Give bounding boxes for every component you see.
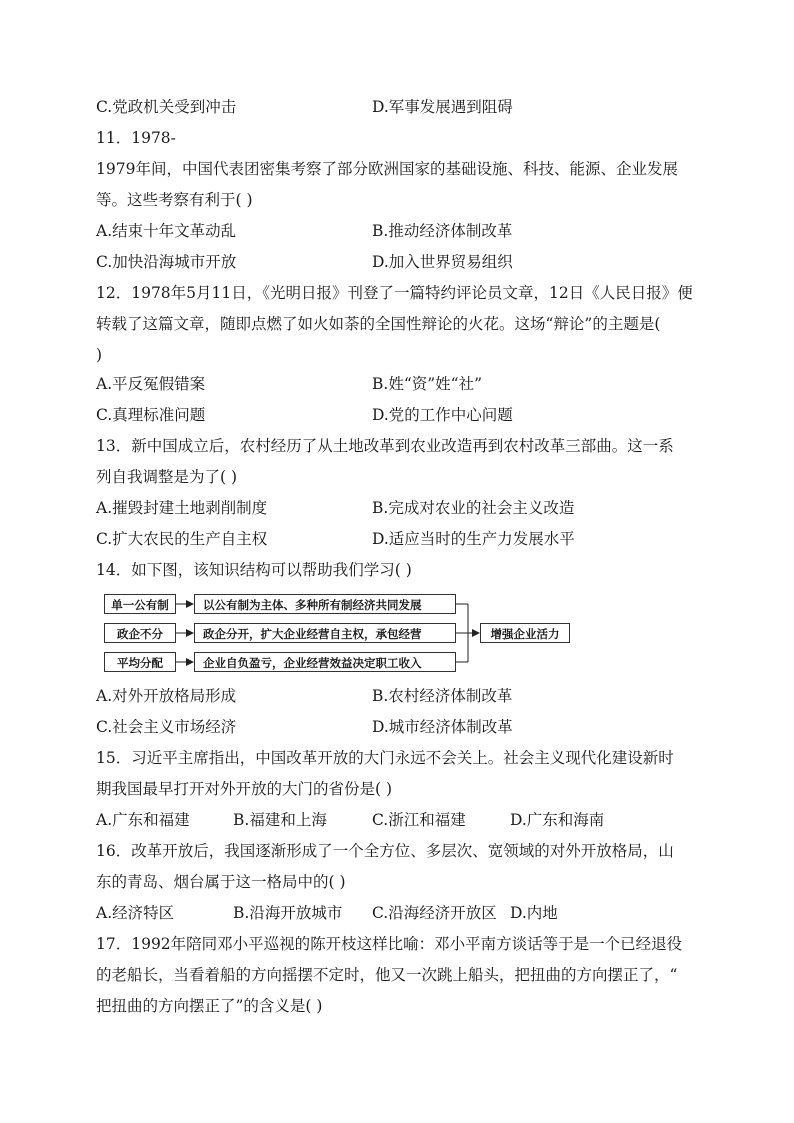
q13-stem-line2: 列自我调整是为了( ) xyxy=(96,468,238,486)
q13-option-c: C.扩大农民的生产自主权 xyxy=(96,530,268,548)
q12-option-a: A.平反冤假错案 xyxy=(96,375,206,393)
diagram-middle-box-2: 政企分开，扩大企业经营自主权，承包经营 xyxy=(194,623,456,643)
q17-stem-line1: 17．1992年陪同邓小平巡视的陈开枝这样比喻：邓小平南方谈话等于是一个已经退役 xyxy=(96,935,683,953)
diagram-left-box-1: 单一公有制 xyxy=(104,594,176,614)
q10-option-d: D.军事发展遇到阻碍 xyxy=(372,98,513,116)
diagram-result-box: 增强企业活力 xyxy=(480,623,570,643)
q14-option-a: A.对外开放格局形成 xyxy=(96,687,237,705)
q12-option-d: D.党的工作中心问题 xyxy=(372,406,513,424)
q11-option-b: B.推动经济体制改革 xyxy=(372,222,513,240)
q13-option-b: B.完成对农业的社会主义改造 xyxy=(372,499,575,517)
q14-option-b: B.农村经济体制改革 xyxy=(372,687,513,705)
q11-stem-line1: 11．1978- xyxy=(96,129,176,147)
q11-option-d: D.加入世界贸易组织 xyxy=(372,253,513,271)
q16-option-d: D.内地 xyxy=(510,904,558,922)
q16-option-b: B.沿海开放城市 xyxy=(233,904,343,922)
q14-option-d: D.城市经济体制改革 xyxy=(372,718,513,736)
q12-option-c: C.真理标准问题 xyxy=(96,406,206,424)
q15-option-d: D.广东和海南 xyxy=(510,811,605,829)
q15-stem-line2: 期我国最早打开对外开放的大门的省份是( ) xyxy=(96,780,393,798)
q16-option-a: A.经济特区 xyxy=(96,904,175,922)
q15-option-c: C.浙江和福建 xyxy=(372,811,466,829)
q12-stem-line1: 12．1978年5月11日，《光明日报》刊登了一篇特约评论员文章，12日《人民日报》便 xyxy=(96,284,693,302)
q12-option-b: B.姓“资”姓“社” xyxy=(372,375,483,393)
q12-stem-line3: ) xyxy=(96,346,103,364)
diagram-middle-box-1: 以公有制为主体、多种所有制经济共同发展 xyxy=(194,594,456,614)
q13-stem-line1: 13．新中国成立后，农村经历了从土地改革到农业改造再到农村改革三部曲。这一系 xyxy=(96,437,674,455)
q14-option-c: C.社会主义市场经济 xyxy=(96,718,237,736)
q11-option-c: C.加快沿海城市开放 xyxy=(96,253,237,271)
q11-stem-line2: 1979年间，中国代表团密集考察了部分欧洲国家的基础设施、科技、能源、企业发展 xyxy=(96,160,678,178)
diagram-left-box-3: 平均分配 xyxy=(104,652,176,672)
diagram-middle-box-3: 企业自负盈亏，企业经营效益决定职工收入 xyxy=(194,652,456,672)
q16-stem-line2: 东的青岛、烟台属于这一格局中的( ) xyxy=(96,873,346,891)
q15-option-a: A.广东和福建 xyxy=(96,811,190,829)
q17-stem-line2: 的老船长，当看着船的方向摇摆不定时，他又一次跳上船头，把扭曲的方向摆正了，“ xyxy=(96,966,678,984)
q15-stem-line1: 15．习近平主席指出，中国改革开放的大门永远不会关上。社会主义现代化建设新时 xyxy=(96,749,674,767)
q16-stem-line1: 16．改革开放后，我国逐渐形成了一个全方位、多层次、宽领域的对外开放格局，山 xyxy=(96,842,674,860)
q14-stem-line1: 14．如下图，该知识结构可以帮助我们学习( ) xyxy=(96,561,412,579)
q17-stem-line3: 把扭曲的方向摆正了”的含义是( ) xyxy=(96,997,323,1015)
knowledge-structure-diagram xyxy=(100,590,580,676)
q13-option-d: D.适应当时的生产力发展水平 xyxy=(372,530,575,548)
diagram-left-box-2: 政企不分 xyxy=(104,623,176,643)
q12-stem-line2: 转载了这篇文章，随即点燃了如火如荼的全国性辩论的火花。这场“辩论”的主题是( xyxy=(96,315,661,333)
q11-stem-line3: 等。这些考察有利于( ) xyxy=(96,191,253,209)
q13-option-a: A.摧毁封建土地剥削制度 xyxy=(96,499,268,517)
q11-option-a: A.结束十年文革动乱 xyxy=(96,222,237,240)
q16-option-c: C.沿海经济开放区 xyxy=(372,904,497,922)
q15-option-b: B.福建和上海 xyxy=(233,811,327,829)
q10-option-c: C.党政机关受到冲击 xyxy=(96,98,237,116)
